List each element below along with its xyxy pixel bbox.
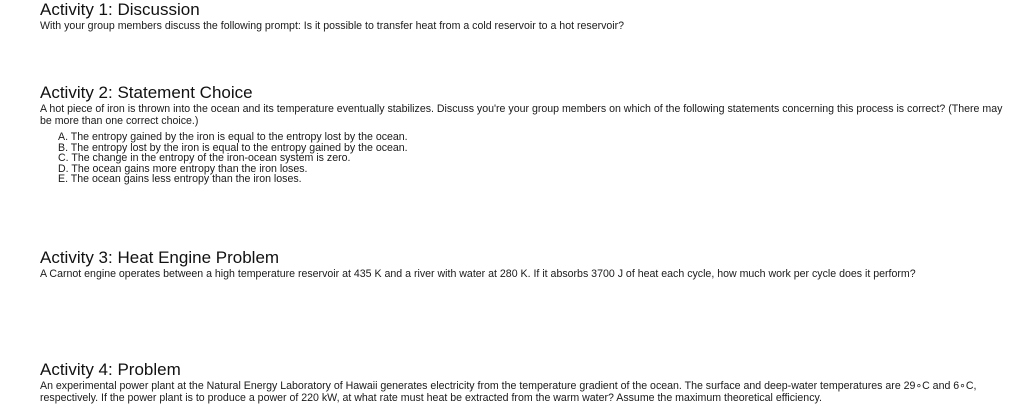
activity-2-prompt: A hot piece of iron is thrown into the ocean and its temperature eventually stabilizes. Discuss you're your group members on which of the following statements concerning this process is correct? (There may be more than one correct choice.)	[40, 103, 1003, 127]
activity-4-section	[40, 360, 1010, 404]
activity-1-prompt: With your group members discuss the following prompt: Is it possible to transfer heat from a cold reservoir to a hot reservoir?	[40, 20, 625, 32]
activity-3-title: Activity 3: Heat Engine Problem	[40, 248, 280, 267]
activity-4-title: Activity 4: Problem	[40, 360, 181, 379]
activity-1-title: Activity 1: Discussion	[40, 0, 200, 19]
activity-2-section	[40, 83, 1010, 185]
choice-d: D. The ocean gains more entropy than the iron loses.	[58, 162, 308, 175]
statement-choice-list	[58, 132, 1010, 185]
choice-e: E. The ocean gains less entropy than the iron loses.	[58, 173, 302, 185]
activity-4-prompt: An experimental power plant at the Natural Energy Laboratory of Hawaii generates electricity from the temperature gradient of the ocean. The surface and deep-water temperatures are 29∘C and 6∘C, respectively. If the power plant is to produce a power of 220 kW, at what rate must heat be extracted from the warm water? Assume the maximum theoretical efficiency.	[40, 380, 977, 404]
choice-a: A. The entropy gained by the iron is equal to the entropy lost by the ocean.	[58, 131, 408, 143]
activity-1-section	[40, 0, 1010, 32]
choice-b: B. The entropy lost by the iron is equal to the entropy gained by the ocean.	[58, 141, 408, 154]
choice-c: C. The change in the entropy of the iron-ocean system is zero.	[58, 152, 351, 164]
activity-3-prompt: A Carnot engine operates between a high temperature reservoir at 435 K and a river with water at 280 K. If it absorbs 3700 J of heat each cycle, how much work per cycle does it perform?	[40, 268, 916, 280]
activity-2-title: Activity 2: Statement Choice	[40, 83, 253, 102]
activity-3-section	[40, 248, 1010, 280]
